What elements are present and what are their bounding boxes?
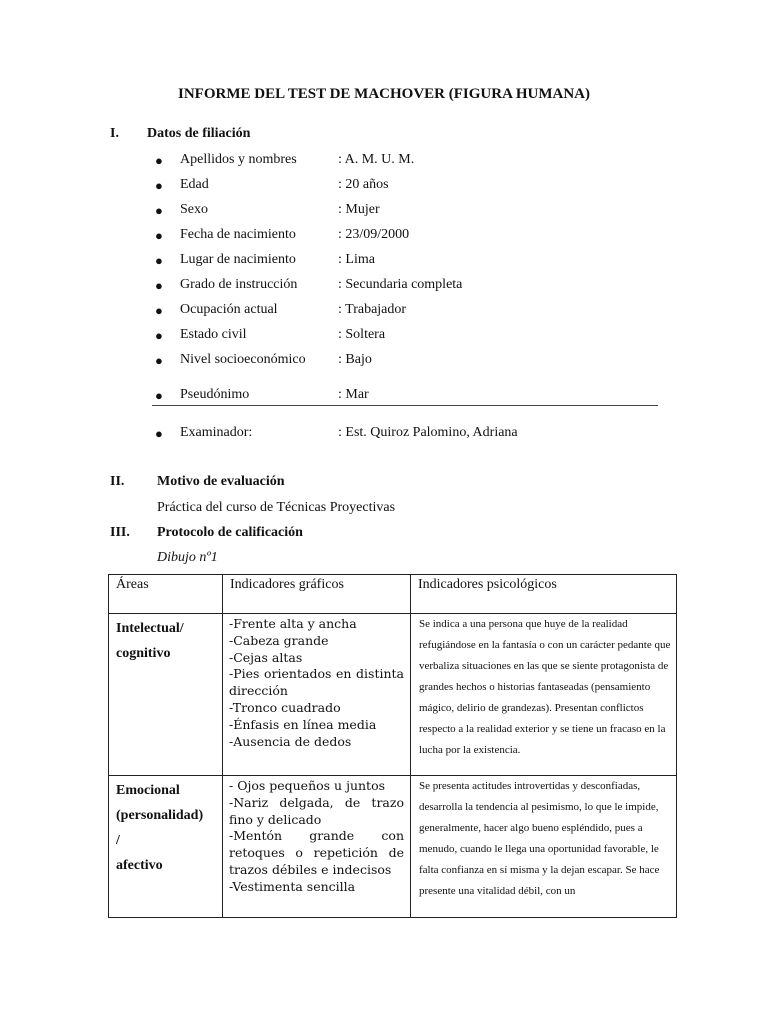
field-label: Sexo — [180, 202, 208, 217]
table-row — [109, 614, 677, 776]
psicologicos-cell: Se indica a una persona que huye de la realidad refugiándose en la fantasía o con un carácter pedante que verbaliza situaciones en las que se siente protagonista de grandes hechos o historias fantaseadas (pensamiento mágico, delirio de grandezas). Presentan conflictos respecto a la realidad exterior y se tiene un fracaso en la lucha por la existencia. — [411, 614, 677, 776]
divider-line — [152, 405, 658, 406]
field-value: : Secundaria completa — [338, 277, 463, 292]
field-label: Apellidos y nombres — [180, 152, 297, 167]
bullet-icon: ● — [155, 203, 163, 218]
field-value: : Mar — [338, 387, 369, 402]
table-header-row — [109, 575, 677, 614]
header-areas: Áreas — [109, 575, 223, 614]
field-label: Grado de instrucción — [180, 277, 298, 292]
field-value: : Mujer — [338, 202, 380, 217]
document-title: INFORME DEL TEST DE MACHOVER (FIGURA HUMANA) — [178, 86, 590, 102]
field-label: Ocupación actual — [180, 302, 278, 317]
field-value: : Soltera — [338, 327, 386, 342]
area-cell: Emocional (personalidad) / afectivo — [109, 776, 223, 918]
section-3-number: III. — [110, 525, 130, 540]
section-1-title: Datos de filiación — [147, 126, 251, 141]
section-3-title: Protocolo de calificación — [157, 525, 303, 540]
section-2-number: II. — [110, 474, 125, 489]
field-label: Nivel socioeconómico — [180, 352, 306, 367]
field-value: : Est. Quiroz Palomino, Adriana — [338, 425, 518, 440]
bullet-icon: ● — [155, 353, 163, 368]
section-2-text: Práctica del curso de Técnicas Proyectivas — [157, 500, 396, 515]
bullet-icon: ● — [155, 328, 163, 343]
field-value: : Bajo — [338, 352, 372, 367]
section-2-title: Motivo de evaluación — [157, 474, 285, 489]
bullet-icon: ● — [155, 153, 163, 168]
drawing-subtitle: Dibujo nº1 — [157, 550, 218, 565]
field-label: Pseudónimo — [180, 387, 250, 402]
graficos-cell: -Frente alta y ancha -Cabeza grande -Cejas altas -Pies orientados en distinta dirección -Tronco cuadrado -Énfasis en línea media -Ausencia de dedos — [223, 614, 411, 776]
field-label: Examinador: — [180, 425, 253, 440]
psicologicos-cell: Se presenta actitudes introvertidas y desconfiadas, desarrolla la tendencia al pesimismo, lo que le impide, generalmente, hacer algo bueno espléndido, pues a menudo, cuando le llega una oportunidad favorable, le falta confianza en sí misma y la dejan escapar. Se hace presente una vitalidad débil, con un — [411, 776, 677, 918]
field-value: : 23/09/2000 — [338, 227, 410, 242]
field-value: : A. M. U. M. — [338, 152, 415, 167]
field-label: Lugar de nacimiento — [180, 252, 296, 267]
scoring-table — [108, 574, 677, 918]
field-value: : Trabajador — [338, 302, 407, 317]
bullet-icon: ● — [155, 388, 163, 403]
field-value: : Lima — [338, 252, 375, 267]
bullet-icon: ● — [155, 178, 163, 193]
field-label: Fecha de nacimiento — [180, 227, 296, 242]
header-graficos: Indicadores gráficos — [223, 575, 411, 614]
bullet-icon: ● — [155, 253, 163, 268]
graficos-cell: - Ojos pequeños u juntos -Nariz delgada, de trazo fino y delicado -Mentón grande con retoques o repetición de trazos débiles e indecisos -Vestimenta sencilla — [223, 776, 411, 918]
bullet-icon: ● — [155, 303, 163, 318]
bullet-icon: ● — [155, 228, 163, 243]
bullet-icon: ● — [155, 426, 163, 441]
section-1-number: I. — [110, 126, 119, 141]
header-psicologicos: Indicadores psicológicos — [411, 575, 677, 614]
table-row — [109, 776, 677, 918]
bullet-icon: ● — [155, 278, 163, 293]
area-cell: Intelectual/ cognitivo — [109, 614, 223, 776]
field-label: Estado civil — [180, 327, 247, 342]
field-label: Edad — [180, 177, 209, 192]
field-value: : 20 años — [338, 177, 389, 192]
